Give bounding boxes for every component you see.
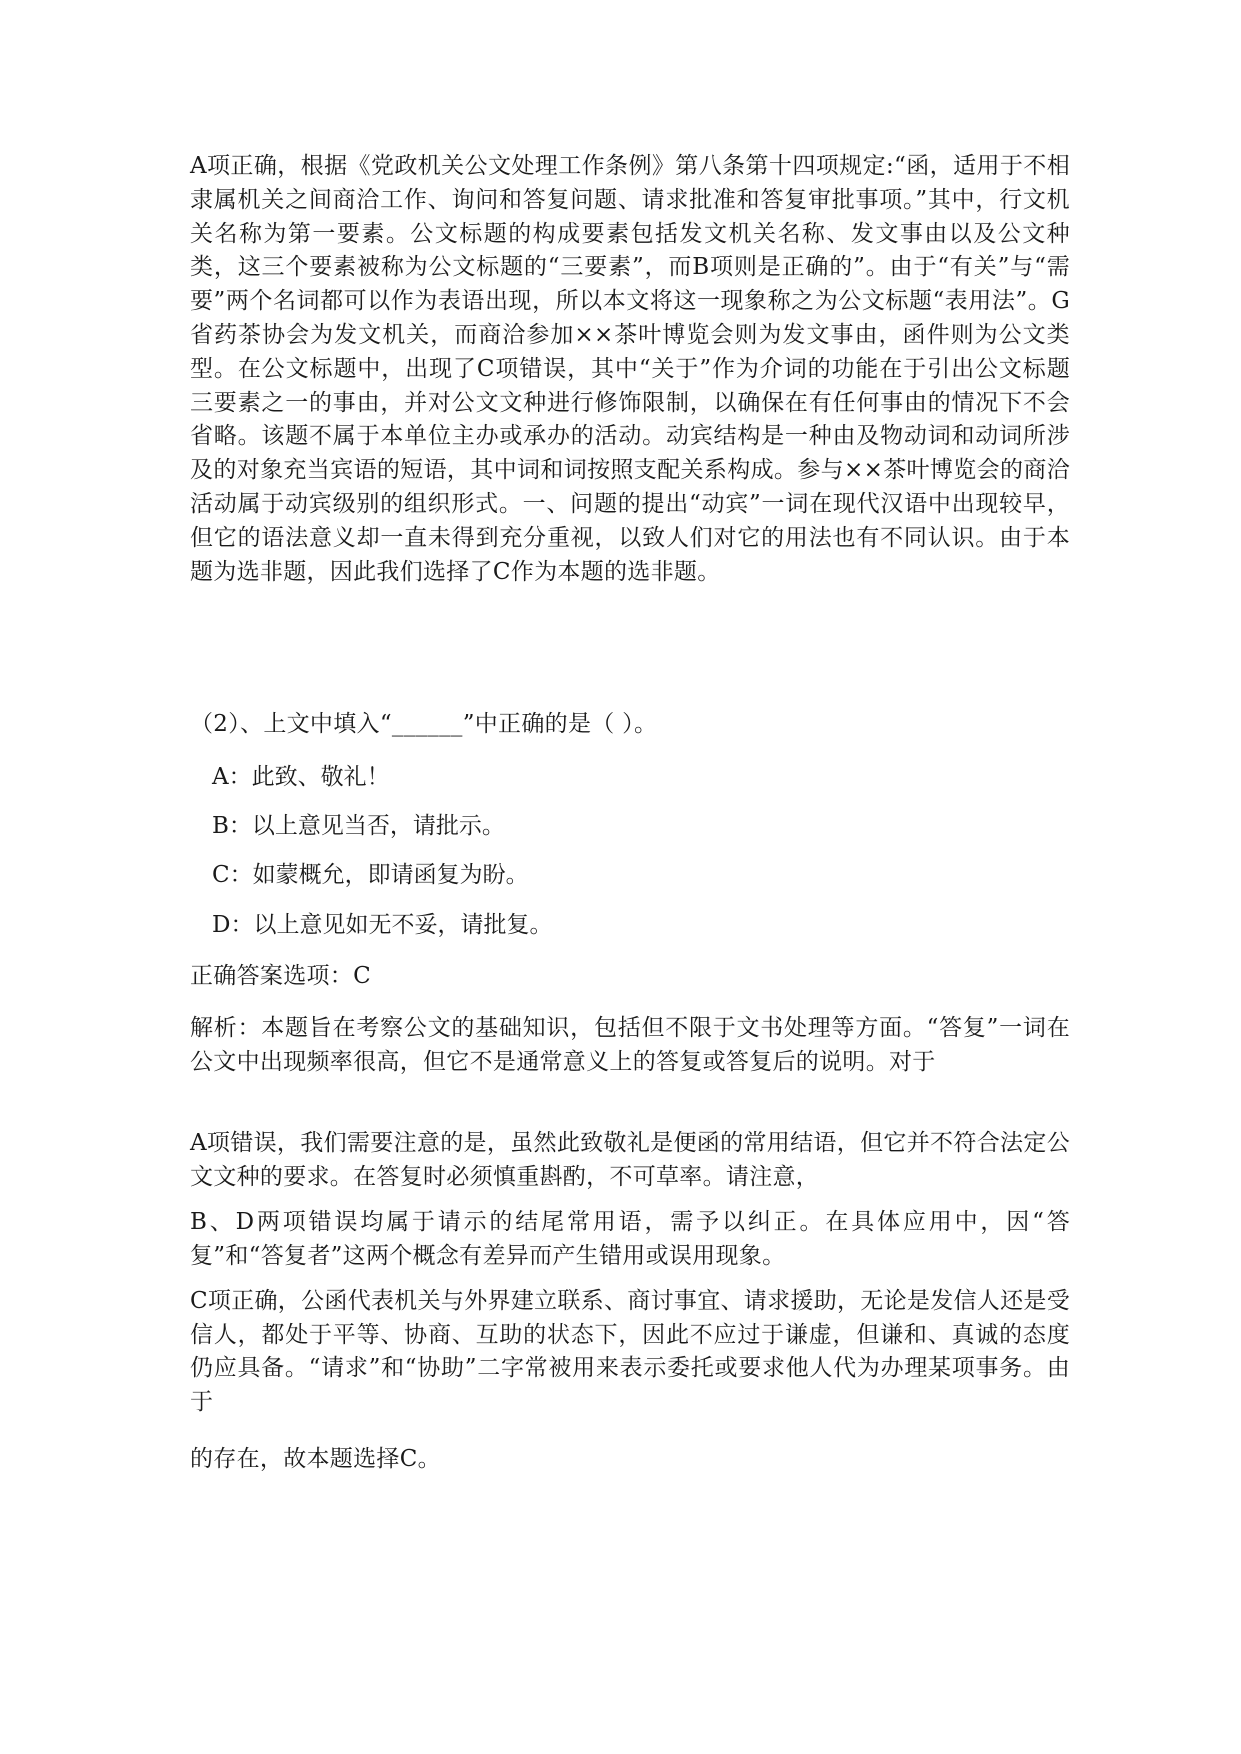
option-a: A：此致、敬礼！ [212, 764, 390, 790]
note-option-c: C项正确，公函代表机关与外界建立联系、商讨事宜、请求援助，无论是发信人还是受信人，都处于平等、协商、互助的状态下，因此不应过于谦虚，但谦和、真诚的态度仍应具备。“请求”和“协助”二字常被用来表示委托或要求他人代为办理某项事务。由于 [190, 1288, 1070, 1415]
note-option-bd: B、D两项错误均属于请示的结尾常用语，需予以纠正。在具体应用中，因“答复”和“答复者”这两个概念有差异而产生错用或误用现象。 [190, 1209, 1070, 1269]
analysis-paragraph: 解析：本题旨在考察公文的基础知识，包括但不限于文书处理等方面。“答复”一词在公文中出现频率很高，但它不是通常意义上的答复或答复后的说明。对于 [190, 1015, 1070, 1075]
option-d: D：以上意见如无不妥，请批复。 [212, 912, 553, 938]
correct-answer: 正确答案选项：C [190, 963, 371, 989]
conclusion-text: 的存在，故本题选择C。 [190, 1446, 441, 1472]
intro-paragraph: A项正确，根据《党政机关公文处理工作条例》第八条第十四项规定:“函，适用于不相隶属机关之间商洽工作、询问和答复问题、请求批准和答复审批事项。”其中，行文机关名称为第一要素。公文标题的构成要素包括发文机关名称、发文事由以及公文种类，这三个要素被称为公文标题的“三要素”，而B项则是正确的”。由于“有关”与“需要”两个名词都可以作为表语出现，所以本文将这一现象称之为公文标题“表用法”。G省药茶协会为发文机关，而商洽参加××茶叶博览会则为发文事由，函件则为公文类型。在公文标题中，出现了C项错误，其中“关于”作为介词的功能在于引出公文标题三要素之一的事由，并对公文文种进行修饰限制，以确保在有任何事由的情况下不会省略。该题不属于本单位主办或承办的活动。动宾结构是一种由及物动词和动词所涉及的对象充当宾语的短语，其中词和词按照支配关系构成。参与××茶叶博览会的商洽活动属于动宾级别的组织形式。一、问题的提出“动宾”一词在现代汉语中出现较早，但它的语法意义却一直未得到充分重视，以致人们对它的用法也有不同认识。由于本题为选非题，因此我们选择了C作为本题的选非题。 [190, 153, 1070, 585]
option-c: C：如蒙概允，即请函复为盼。 [212, 862, 529, 888]
option-b: B：以上意见当否，请批示。 [212, 813, 505, 839]
question-text: （2）、上文中填入“______”中正确的是（ ）。 [190, 711, 658, 737]
note-option-a: A项错误，我们需要注意的是，虽然此致敬礼是便函的常用结语，但它并不符合法定公文文种的要求。在答复时必须慎重斟酌，不可草率。请注意， [190, 1130, 1070, 1190]
